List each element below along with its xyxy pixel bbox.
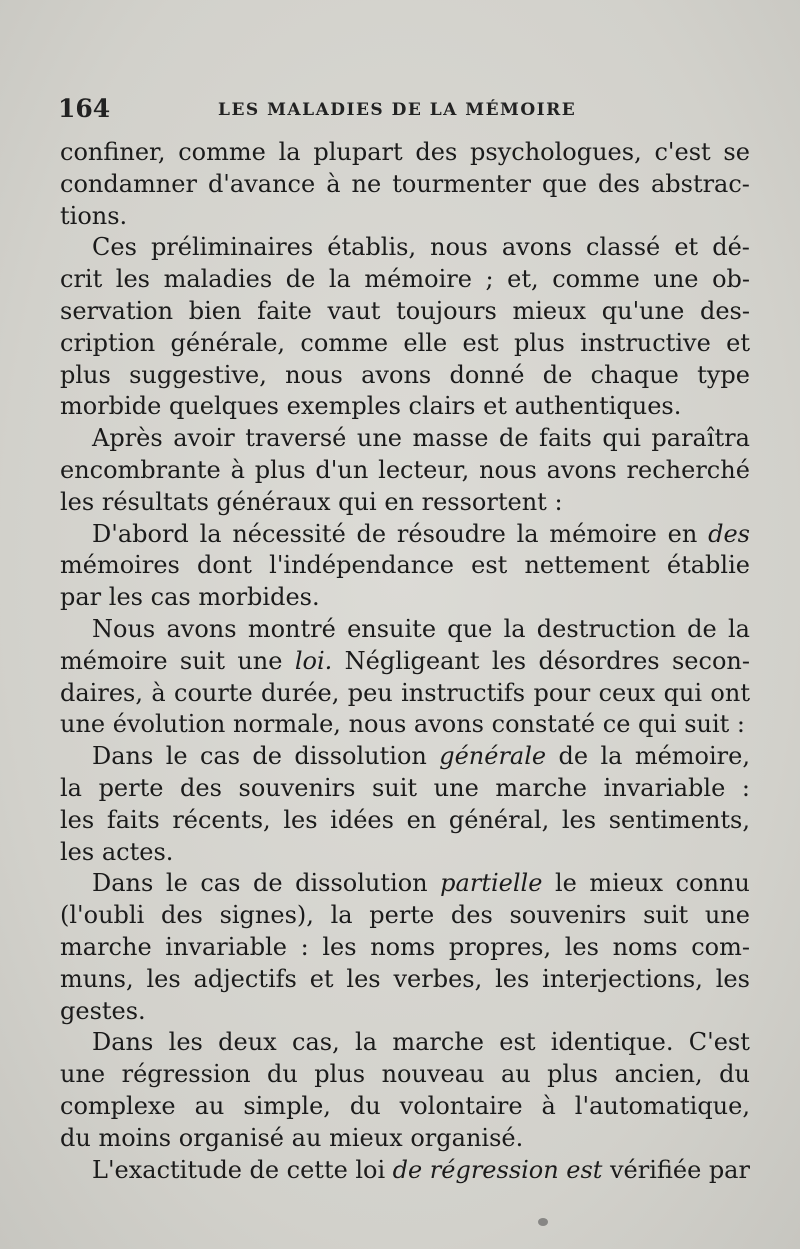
word: signes), xyxy=(219,901,314,930)
word: et xyxy=(309,964,334,993)
word: condamner xyxy=(60,169,197,198)
word: une xyxy=(60,1060,106,1089)
word: moins xyxy=(98,1123,172,1152)
word: (l'oubli xyxy=(60,901,145,930)
word: mémoire, xyxy=(634,742,750,771)
word: faits xyxy=(539,424,592,453)
text-line xyxy=(60,391,750,423)
word: tions. xyxy=(60,201,128,230)
word: de xyxy=(252,869,283,898)
word: ne xyxy=(351,169,382,198)
word: mieux xyxy=(589,869,664,898)
text-line xyxy=(60,678,750,710)
word: qui xyxy=(638,710,677,739)
word: de xyxy=(249,1155,280,1184)
word: au xyxy=(291,1123,322,1152)
word: Dans xyxy=(92,869,154,898)
word: L'exactitude xyxy=(92,1155,243,1184)
text-line xyxy=(60,932,750,964)
word: mémoire xyxy=(60,646,168,675)
word: quelques xyxy=(168,392,279,421)
word: cas xyxy=(150,583,191,612)
text-line xyxy=(60,582,750,614)
word: paraîtra xyxy=(651,424,750,453)
word: est xyxy=(462,328,499,357)
running-title: LES MALADIES DE LA MÉMOIRE xyxy=(218,100,577,120)
word: adjectifs xyxy=(193,964,297,993)
word: la xyxy=(60,773,82,802)
text-line xyxy=(60,201,750,233)
word: comme xyxy=(300,328,389,357)
word: marche xyxy=(495,773,587,802)
word: les xyxy=(60,487,95,516)
page-header xyxy=(58,94,748,124)
word: des xyxy=(598,169,640,198)
word: faite xyxy=(257,296,312,325)
word: plus xyxy=(314,1060,366,1089)
word: de xyxy=(498,424,529,453)
word: établie xyxy=(666,551,750,580)
word: établis, xyxy=(327,233,417,262)
text-line xyxy=(60,1091,750,1123)
word: mémoire xyxy=(549,519,657,548)
word: encombrante xyxy=(60,455,221,484)
word: à xyxy=(151,678,166,707)
word: daires, xyxy=(60,678,143,707)
word: invariable xyxy=(603,773,726,802)
word: ; xyxy=(485,265,494,294)
word: interjections, xyxy=(542,964,703,993)
word: avons xyxy=(361,360,432,389)
word: clairs xyxy=(408,392,476,421)
word: la xyxy=(328,265,351,294)
word: en xyxy=(667,519,698,548)
word: ceux xyxy=(598,678,656,707)
word: connu xyxy=(675,869,750,898)
word: se xyxy=(723,138,750,166)
word: cas xyxy=(200,869,241,898)
word: nous xyxy=(430,233,488,262)
word: de xyxy=(252,742,282,771)
word: propres, xyxy=(448,932,552,961)
text-line xyxy=(60,996,750,1028)
word: une xyxy=(433,773,479,802)
word: de xyxy=(558,742,589,771)
text-line xyxy=(60,519,750,551)
word: du xyxy=(267,1060,298,1089)
text-line xyxy=(60,773,750,805)
word: nouveau xyxy=(381,1060,485,1089)
word: mieux xyxy=(512,296,587,325)
text-line xyxy=(60,837,750,869)
word: souvenirs xyxy=(238,773,356,802)
word: les xyxy=(60,837,95,866)
word: comme xyxy=(552,265,640,294)
word: constaté xyxy=(491,710,596,739)
word: une xyxy=(356,424,403,453)
word: les xyxy=(495,964,530,993)
text-line xyxy=(60,550,750,582)
text-line xyxy=(60,900,750,932)
word: la xyxy=(330,901,353,930)
word: vérifiée xyxy=(609,1155,702,1184)
word: tourmenter xyxy=(392,169,531,198)
word: volontaire xyxy=(399,1091,523,1120)
word: organisé. xyxy=(410,1123,524,1152)
word: régression xyxy=(429,1155,559,1184)
word: mémoires xyxy=(60,551,180,580)
word: toujours xyxy=(396,296,497,325)
word: com- xyxy=(691,932,750,961)
word: gestes. xyxy=(60,996,146,1025)
text-line xyxy=(60,1155,750,1187)
word: type xyxy=(697,360,750,389)
word: général, xyxy=(448,805,550,834)
word: ensuite xyxy=(347,614,437,643)
word: par xyxy=(60,583,102,612)
word: partielle xyxy=(440,869,543,898)
word: ce xyxy=(602,710,631,739)
word: psychologues, xyxy=(470,138,642,166)
word: secon- xyxy=(671,646,750,675)
text-line xyxy=(60,964,750,996)
word: : xyxy=(736,710,746,739)
word: des xyxy=(180,773,222,802)
word: au xyxy=(194,1091,225,1120)
word: recherché xyxy=(626,455,750,484)
word: le xyxy=(165,742,188,771)
word: comme xyxy=(178,138,266,166)
word: instructifs xyxy=(401,678,526,707)
word: suit xyxy=(179,646,225,675)
ink-smudge xyxy=(538,1218,548,1226)
word: désordres xyxy=(538,646,660,675)
text-line xyxy=(60,137,750,169)
text-line xyxy=(60,169,750,201)
word: instructive xyxy=(580,328,711,357)
page-number: 164 xyxy=(58,94,111,123)
word: cas xyxy=(199,742,241,771)
word: du xyxy=(60,1123,91,1152)
word: marche xyxy=(60,932,152,961)
word: suit xyxy=(684,710,730,739)
word: deux xyxy=(218,1028,277,1057)
word: et xyxy=(674,233,699,262)
word: souvenirs xyxy=(509,901,627,930)
word: des- xyxy=(699,296,750,325)
word: la xyxy=(728,614,750,643)
word: en xyxy=(406,805,437,834)
word: avons xyxy=(546,455,617,484)
word: suit xyxy=(643,901,689,930)
word: à xyxy=(541,1091,556,1120)
word: nous xyxy=(285,360,343,389)
word: classé xyxy=(586,233,661,262)
word: les xyxy=(322,932,357,961)
word: faits xyxy=(106,805,160,834)
word: à xyxy=(326,169,341,198)
word: de xyxy=(542,360,573,389)
text-line xyxy=(60,423,750,455)
word: ob- xyxy=(712,265,750,294)
body-text xyxy=(60,137,750,1186)
word: les xyxy=(60,805,95,834)
word: servation xyxy=(60,296,174,325)
word: des xyxy=(708,519,750,548)
word: et xyxy=(483,392,507,421)
word: d'un xyxy=(315,455,369,484)
text-line xyxy=(60,614,750,646)
word: dé- xyxy=(712,233,750,262)
word: invariable xyxy=(165,932,287,961)
word: le xyxy=(554,869,577,898)
word: généraux xyxy=(216,487,331,516)
text-line xyxy=(60,487,750,519)
word: vaut xyxy=(327,296,381,325)
word: loi xyxy=(355,1155,386,1184)
text-line xyxy=(60,1123,750,1155)
word: ont xyxy=(710,678,750,707)
word: elle xyxy=(403,328,448,357)
word: avons xyxy=(501,233,572,262)
word: que xyxy=(447,614,493,643)
word: qui xyxy=(602,424,641,453)
word: du xyxy=(719,1060,750,1089)
text-line xyxy=(60,328,750,360)
word: récents, xyxy=(172,805,271,834)
word: exemples xyxy=(286,392,401,421)
word: évolution xyxy=(112,710,226,739)
word: à xyxy=(230,455,245,484)
word: est xyxy=(499,1028,536,1057)
word: l'automatique, xyxy=(574,1091,750,1120)
word: confiner, xyxy=(60,138,166,166)
word: Négligeant xyxy=(344,646,480,675)
word: cas, xyxy=(292,1028,340,1057)
word: les xyxy=(491,646,527,675)
word: qu'une xyxy=(601,296,685,325)
text-line xyxy=(60,455,750,487)
word: résoudre xyxy=(396,519,506,548)
word: lecteur, xyxy=(378,455,470,484)
text-line xyxy=(60,232,750,264)
word: avons xyxy=(413,710,484,739)
word: identique. xyxy=(550,1028,674,1057)
word: en xyxy=(384,487,414,516)
word: par xyxy=(708,1155,750,1184)
word: destruction xyxy=(536,614,676,643)
text-line xyxy=(60,296,750,328)
word: courte xyxy=(174,678,253,707)
word: la xyxy=(503,614,526,643)
text-line xyxy=(60,1059,750,1091)
word: suggestive, xyxy=(129,360,267,389)
word: du xyxy=(349,1091,381,1120)
word: dont xyxy=(197,551,252,580)
word: morbide xyxy=(60,392,162,421)
word: dissolution xyxy=(294,742,427,771)
word: nécessité xyxy=(232,519,346,548)
word: de xyxy=(356,519,387,548)
word: qui xyxy=(663,678,703,707)
word: ancien, xyxy=(614,1060,703,1089)
word: traversé xyxy=(245,424,347,453)
word: morbides. xyxy=(198,583,320,612)
word: plus xyxy=(60,360,111,389)
word: peu xyxy=(347,678,393,707)
text-line xyxy=(60,709,750,741)
word: au xyxy=(500,1060,531,1089)
word: D'abord xyxy=(92,519,189,548)
text-line xyxy=(60,868,750,900)
word: Après xyxy=(92,424,163,453)
word: suit xyxy=(371,773,418,802)
word: l'indépendance xyxy=(269,551,454,580)
text-line xyxy=(60,360,750,392)
word: les xyxy=(346,964,381,993)
word: loi. xyxy=(294,646,333,675)
word: plupart xyxy=(313,138,403,166)
word: et, xyxy=(507,265,539,294)
word: de xyxy=(687,614,717,643)
word: est xyxy=(566,1155,603,1184)
word: de xyxy=(285,265,316,294)
word: muns, xyxy=(60,964,134,993)
word: masse xyxy=(412,424,489,453)
word: résultats xyxy=(101,487,209,516)
word: montré xyxy=(247,614,336,643)
word: verbes, xyxy=(393,964,483,993)
word: Nous xyxy=(92,614,156,643)
word: C'est xyxy=(688,1028,750,1057)
word: qui xyxy=(338,487,377,516)
word: perte xyxy=(98,773,164,802)
word: pour xyxy=(533,678,591,707)
word: ressortent xyxy=(421,487,547,516)
word: : xyxy=(300,932,309,961)
word: maladies xyxy=(163,265,273,294)
word: les xyxy=(115,265,150,294)
word: le xyxy=(165,869,188,898)
word: actes. xyxy=(101,837,174,866)
text-line xyxy=(60,264,750,296)
word: préliminaires xyxy=(150,233,314,262)
word: la xyxy=(199,519,222,548)
text-line xyxy=(60,1027,750,1059)
word: les xyxy=(283,805,318,834)
word: organisé xyxy=(178,1123,285,1152)
word: Ces xyxy=(92,233,137,262)
word: que xyxy=(542,169,588,198)
word: mieux xyxy=(329,1123,403,1152)
word: la xyxy=(355,1028,378,1057)
word: une xyxy=(237,646,283,675)
word: la xyxy=(516,519,539,548)
word: sentiments, xyxy=(608,805,750,834)
word: les xyxy=(108,583,143,612)
word: d'avance xyxy=(207,169,316,198)
word: les xyxy=(564,932,599,961)
word: normale, xyxy=(232,710,341,739)
word: des xyxy=(450,901,493,930)
word: : xyxy=(554,487,563,516)
word: abstrac- xyxy=(650,169,750,198)
word: cription xyxy=(60,328,156,357)
text-line xyxy=(60,646,750,678)
word: noms xyxy=(370,932,436,961)
word: simple, xyxy=(243,1091,331,1120)
word: marche xyxy=(392,1028,484,1057)
word: avons xyxy=(166,614,237,643)
word: une xyxy=(653,265,699,294)
word: la xyxy=(600,742,623,771)
word: idées xyxy=(330,805,394,834)
word: les xyxy=(168,1028,203,1057)
text-line xyxy=(60,741,750,773)
word: régression xyxy=(121,1060,251,1089)
word: chaque xyxy=(590,360,679,389)
word: cette xyxy=(286,1155,348,1184)
word: plus xyxy=(254,455,306,484)
word: une xyxy=(60,710,106,739)
word: donné xyxy=(449,360,525,389)
word: avoir xyxy=(173,424,235,453)
word: plus xyxy=(514,328,565,357)
word: générale xyxy=(439,742,547,771)
word: de xyxy=(392,1155,423,1184)
word: la xyxy=(278,138,301,166)
word: est xyxy=(471,551,508,580)
word: des xyxy=(160,901,203,930)
word: et xyxy=(726,328,750,357)
word: Dans xyxy=(92,1028,154,1057)
word: les xyxy=(561,805,597,834)
word: c'est xyxy=(654,138,711,166)
word: dissolution xyxy=(295,869,428,898)
word: les xyxy=(715,964,750,993)
word: des xyxy=(415,138,458,166)
word: les xyxy=(146,964,181,993)
word: crit xyxy=(60,265,103,294)
word: une xyxy=(704,901,750,930)
word: nous xyxy=(348,710,407,739)
word: durée, xyxy=(261,678,340,707)
word: nous xyxy=(479,455,537,484)
word: plus xyxy=(547,1060,598,1089)
word: noms xyxy=(612,932,678,961)
word: Dans xyxy=(92,742,154,771)
word: authentiques. xyxy=(514,392,682,421)
word: mémoire xyxy=(364,265,472,294)
word: complexe xyxy=(60,1091,176,1120)
text-line xyxy=(60,805,750,837)
word: perte xyxy=(369,901,435,930)
word: nettement xyxy=(524,551,650,580)
word: bien xyxy=(188,296,242,325)
word: : xyxy=(741,773,750,802)
word: générale, xyxy=(170,328,286,357)
